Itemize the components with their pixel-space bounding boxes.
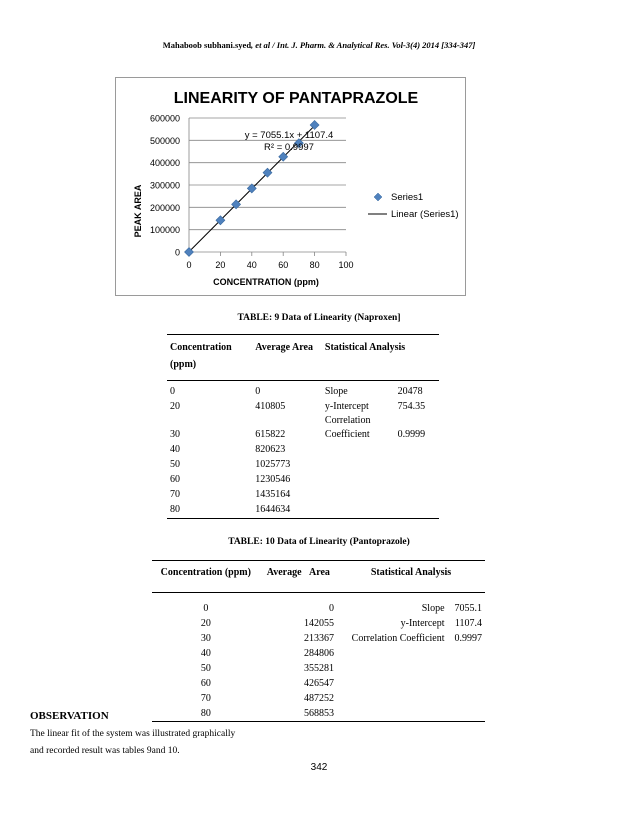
table10-row	[152, 616, 485, 631]
table10-cell: 0.9997	[454, 633, 482, 644]
table9-cell: 820623	[255, 444, 286, 455]
table9-cell: 754.35	[397, 401, 426, 412]
table10-cell: 1107.4	[454, 618, 482, 629]
table10-cell: 70	[200, 693, 211, 704]
chart-y-axis-title: PEAK AREA	[133, 184, 143, 238]
table9-cell	[395, 443, 439, 458]
chart-svg	[116, 78, 465, 295]
table10-cell: 30	[200, 633, 211, 644]
table10-cell	[337, 661, 448, 676]
legend-label-linear: Linear (Series1)	[391, 209, 459, 220]
table9-cell: Coefficient	[324, 429, 370, 440]
table9-cell: 50	[170, 459, 180, 470]
table9-cell	[322, 473, 395, 488]
table9-cell: 60	[170, 474, 180, 485]
table9-cell: 0	[255, 386, 261, 397]
table10-cell: 487252	[304, 693, 335, 704]
table9-cell	[395, 488, 439, 503]
table10-cell: Slope	[421, 603, 445, 614]
table9-row	[167, 400, 439, 428]
chart-x-tick-label: 80	[309, 260, 320, 270]
table9-cell: 0	[170, 386, 175, 397]
chart-x-tick-label: 60	[278, 260, 289, 270]
table9-header-statistical-analysis: Statistical Analysis	[322, 335, 439, 381]
running-head	[0, 40, 638, 50]
table10-cell	[337, 646, 448, 661]
chart-y-tick-label: 0	[174, 247, 180, 258]
table10-header-average-area	[260, 561, 337, 593]
table9-cell: 1230546	[255, 474, 291, 485]
table9-cell: 20	[170, 401, 180, 412]
chart-title: LINEARITY OF PANTAPRAZOLE	[173, 90, 419, 107]
chart-y-tick-label: 300000	[149, 180, 180, 191]
table10-row	[152, 631, 485, 646]
table9-row	[167, 458, 439, 473]
header-citation: , et al / Int. J. Pharm. & Analytical Res. Vol-3(4) 2014 [334-347]	[251, 40, 476, 50]
table10-cell	[337, 676, 448, 691]
table10-cell: 568853	[260, 706, 337, 722]
chart-y-tick-label: 500000	[149, 135, 180, 146]
table10-header-area: Area	[309, 567, 330, 578]
table10	[152, 560, 485, 722]
table9-cell: 615822	[255, 429, 286, 440]
table10-cell	[448, 676, 485, 691]
table9-row	[167, 381, 439, 401]
chart-x-axis-title: CONCENTRATION (ppm)	[213, 277, 319, 287]
table10-cell	[337, 691, 448, 706]
table10-cell: 0	[203, 603, 209, 614]
chart-x-tick-label: 20	[215, 260, 226, 270]
table10-cell: y-Intercept	[400, 618, 445, 629]
table10-header-statistical-analysis: Statistical Analysis	[337, 561, 485, 593]
table10-cell: 355281	[304, 663, 335, 674]
table9-row	[167, 428, 439, 443]
chart-y-tick-label: 600000	[149, 113, 180, 124]
table10-row	[152, 676, 485, 691]
chart-equation-label: y = 7055.1x + 1107.4	[244, 130, 334, 141]
chart-x-tick-label: 100	[338, 260, 354, 270]
table10-header-concentration: Concentration (ppm)	[152, 561, 260, 593]
table9-row	[167, 443, 439, 458]
table10-cell	[448, 691, 485, 706]
table9-cell	[395, 503, 439, 519]
table10-cell: 284806	[304, 648, 335, 659]
table9-cell: 70	[170, 489, 180, 500]
linearity-chart	[115, 77, 466, 296]
table9-cell: Slope	[324, 386, 348, 397]
table10-cell	[448, 661, 485, 676]
chart-y-tick-label: 400000	[149, 158, 180, 169]
observation-line-2: and recorded result was tables 9and 10.	[30, 746, 180, 756]
table9-cell	[395, 458, 439, 473]
table10-cell: 80	[152, 706, 260, 722]
legend-marker-series1	[374, 193, 382, 201]
page-number: 342	[310, 762, 328, 773]
chart-x-tick-label: 0	[186, 260, 192, 270]
observation-text	[30, 726, 330, 760]
table9-header-average-area: Average Area	[252, 335, 322, 381]
table9-cell: 30	[170, 429, 180, 440]
table9-header-concentration: Concentration (ppm)	[167, 335, 252, 381]
table9	[167, 334, 439, 519]
table9-cell: 0.9999	[397, 429, 426, 440]
table10-header-average: Average	[266, 567, 302, 578]
chart-legend	[368, 192, 459, 220]
table9-caption: TABLE: 9 Data of Linearity (Naproxen]	[237, 313, 401, 323]
table9-cell	[395, 473, 439, 488]
table9-cell	[322, 443, 395, 458]
table9-cell	[322, 503, 395, 519]
table9-cell	[322, 488, 395, 503]
table10-cell: 50	[200, 663, 211, 674]
table10-cell: Correlation Coefficient	[351, 633, 445, 644]
chart-y-tick-label: 200000	[149, 202, 180, 213]
table10-cell: 20	[200, 618, 211, 629]
table10-cell	[337, 706, 448, 722]
chart-x-tick-label: 40	[246, 260, 257, 270]
table10-caption: TABLE: 10 Data of Linearity (Pantoprazole)	[228, 537, 410, 547]
observation-heading: OBSERVATION	[30, 710, 109, 722]
table10-row	[152, 646, 485, 661]
table10-row	[152, 661, 485, 676]
table10-cell	[448, 706, 485, 722]
table9-cell: 410805	[255, 401, 286, 412]
table9-row	[167, 488, 439, 503]
table9-row	[167, 503, 439, 519]
table10-cell: 0	[329, 603, 335, 614]
table9-cell: 1644634	[252, 503, 322, 519]
chart-r2-label: R² = 0.9997	[264, 142, 314, 153]
table10-header-row	[152, 561, 485, 593]
table10-row	[152, 691, 485, 706]
chart-point	[310, 120, 319, 129]
table9-header-row	[167, 335, 439, 381]
header-author: Mahaboob subhani.syed	[162, 40, 252, 50]
table10-cell: 7055.1	[454, 603, 482, 614]
table9-cell: y-Intercept Correlation	[324, 401, 371, 426]
legend-label-series1: Series1	[391, 192, 424, 203]
table10-cell: 60	[200, 678, 211, 689]
table10-cell	[448, 646, 485, 661]
table10-cell: 142055	[304, 618, 335, 629]
table9-cell: 1435164	[255, 489, 291, 500]
table9-row	[167, 473, 439, 488]
table10-row	[152, 706, 485, 722]
table10-cell: 213367	[304, 633, 335, 644]
table10-row	[152, 593, 485, 617]
table9-cell: 40	[170, 444, 180, 455]
observation-line-1: The linear fit of the system was illustrated graphically	[30, 729, 236, 739]
table10-cell: 40	[200, 648, 211, 659]
chart-y-tick-label: 100000	[149, 225, 180, 236]
table9-cell: 20478	[397, 386, 423, 397]
table9-cell	[322, 458, 395, 473]
table9-cell: 1025773	[255, 459, 291, 470]
table9-cell: 80	[167, 503, 252, 519]
table10-cell: 426547	[304, 678, 335, 689]
